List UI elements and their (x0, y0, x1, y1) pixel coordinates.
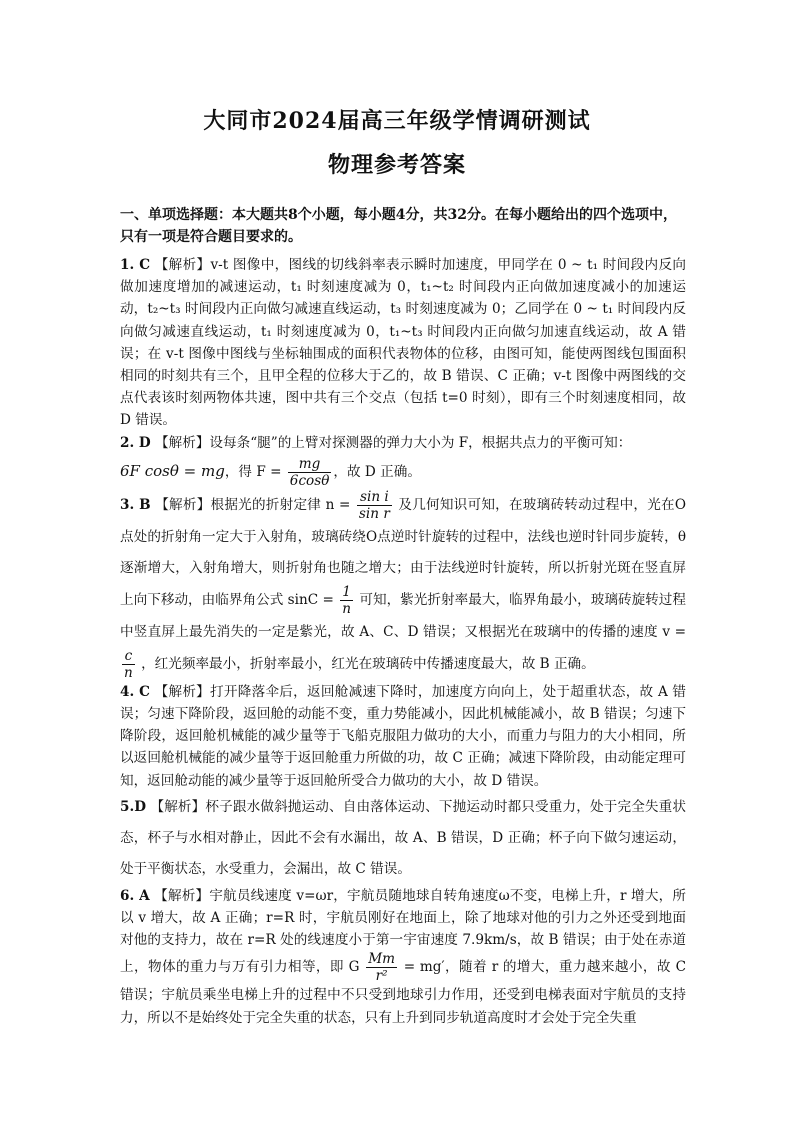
answer-3-frac-num: sin i (357, 489, 392, 506)
answer-3-text-b: 及几何知识可知，在玻璃砖转动过程中，光在O点处的折射角一定大于入射角，玻璃砖绕O点逆时针旋转的过程中，法线也逆时针同步旋转，θ逐渐增大，入射角增大，则折射角也随之增大；由于法线逆时针旋转，所以折射光斑在竖直屏上向下移动，由临界角公式 sinC = (120, 496, 687, 608)
answer-3-c-den: n (342, 600, 351, 617)
answer-1-text: 【解析】v-t 图像中，图线的切线斜率表示瞬时加速度，甲同学在 0 ~ t₁ 时间段内反向做加速度增加的减速运动，t₁ 时刻速度减为 0，t₁~t₂ 时间段内正向做加速度减小的加速运动，t₂~t₃ 时间段内正向做匀减速直线运动，t₃ 时刻速度减为 0；乙同学在 0 ~ t₁ 时间段内反向做匀减速直线运动，t₁ 时刻速度减为 0，t₁~t₃ 时间段内正向做匀加速直线运动，故 A 错误；在 v-t 图像中图线与坐标轴围成的面积代表物体的位移，由图可知，能使两图线包围面积相同的时刻共有三个，且甲全程的位移大于乙的，故 B 错误、C 正确；v-t 图像中两图线的交点代表该时刻两物体共速，图中共有三个交点（包括 t=0 时刻），即有三个时刻速度相同，故 D 错误。 (120, 257, 686, 429)
answer-5-label: 5.D (120, 798, 146, 815)
answer-3-label: 3. B (120, 496, 151, 513)
answer-3-v-num: c (122, 648, 135, 665)
answer-5 (120, 792, 686, 885)
page-title: 大同市2024届高三年级学情调研测试 (203, 108, 591, 134)
page-subtitle: 物理参考答案 (327, 152, 466, 178)
answer-3-text-d: ，红光频率最小，折射率最小，红光在玻璃砖中传播速度最大，故 B 正确。 (141, 655, 595, 672)
answer-4-text: 【解析】打开降落伞后，返回舱减速下降时，加速度方向向上，处于超重状态，故 A 错误；匀速下降阶段，返回舱的动能不变，重力势能减小，因此机械能减小，故 B 错误；匀速下降阶段，返回舱机械能的减少量等于飞船克服阻力做功的大小，而重力与阻力的大小相同，所以返回舱机械能的减少量等于返回舱重力所做的功，故 C 正确；减速下降阶段，由动能定理可知，返回舱动能的减少量等于返回舱所受合力做功的大小，故 D 错误。 (120, 683, 686, 789)
answer-3-fraction-c (340, 584, 353, 617)
answer-3-fraction-n (357, 489, 392, 522)
section-heading (120, 204, 680, 248)
answer-3-frac-den: sin r (358, 505, 390, 522)
answer-2-frac-num: mg (288, 456, 332, 473)
answer-6-frac-den: r² (375, 968, 388, 985)
answer-3-c-num: 1 (340, 584, 353, 601)
answer-1-label: 1. C (120, 257, 151, 273)
answer-6 (120, 885, 686, 1029)
answer-2 (120, 432, 686, 454)
answer-2-mid: ，得 F = (224, 463, 282, 480)
answer-3-text-a: 【解析】根据光的折射定律 n = (155, 496, 351, 513)
answer-2-equation (120, 454, 686, 489)
answer-6-frac-num: Mm (368, 951, 396, 968)
answer-3-text-c: 可知，紫光折射率最大，临界角最小，玻璃砖旋转过程中竖直屏上最先消失的一定是紫光，故 A、C、D 错误；又根据光在玻璃中的传播的速度 v = (120, 591, 686, 640)
answer-2-label: 2. D (120, 434, 151, 451)
answer-6-label: 6. A (120, 887, 150, 904)
answer-3-fraction-v (122, 648, 135, 681)
section-heading-line2: 只有一项是符合题目要求的。 (120, 229, 302, 245)
answer-4 (120, 681, 686, 792)
answer-6-text-b: = mg′，随着 r 的增大，重力越来越小，故 C 错误；宇航员乘坐电梯上升的过程中不只受到地球引力作用，还受到电梯表面对宇航员的支持力，所以不是始终处于完全失重的状态，只有上升到同步轨道高度时才会处于完全失重 (120, 959, 686, 1026)
answer-2-eq1: 6F cosθ = mg (120, 461, 225, 480)
answer-2-fraction (288, 456, 332, 489)
answer-2-frac-den: 6cosθ (289, 472, 330, 489)
section-heading-line1: 一、单项选择题：本大题共8个小题，每小题4分，共32分。在每小题给出的四个选项中， (120, 207, 677, 223)
answer-6-text-a: 【解析】宇航员线速度 v=ωr，宇航员随地球自转角速度ω不变，电梯上升，r 增大，所以 v 增大，故 A 正确；r=R 时，宇航员刚好在地面上，除了地球对他的引力之外还受到地面对他的支持力，故在 r=R 处的线速度小于第一宇宙速度 7.9km/s，故 B 错误；由于处在赤道上，物体的重力与万有引力相等，即 G (120, 887, 686, 976)
answer-3 (120, 489, 686, 681)
answer-1 (120, 254, 686, 432)
answer-2-text: 【解析】设每条“腿”的上臂对探测器的弹力大小为 F，根据共点力的平衡可知： (155, 434, 632, 451)
answer-6-fraction (366, 951, 397, 984)
answer-3-v-den: n (124, 664, 133, 681)
answer-4-label: 4. C (120, 683, 151, 700)
answer-5-text: 【解析】杯子跟水做斜抛运动、自由落体运动、下抛运动时都只受重力，处于完全失重状态，杯子与水相对静止，因此不会有水漏出，故 A、B 错误，D 正确；杯子向下做匀速运动，处于平衡状态，水受重力，会漏出，故 C 错误。 (120, 798, 686, 877)
answer-2-tail: ，故 D 正确。 (333, 463, 421, 480)
answer-body (120, 254, 686, 1029)
